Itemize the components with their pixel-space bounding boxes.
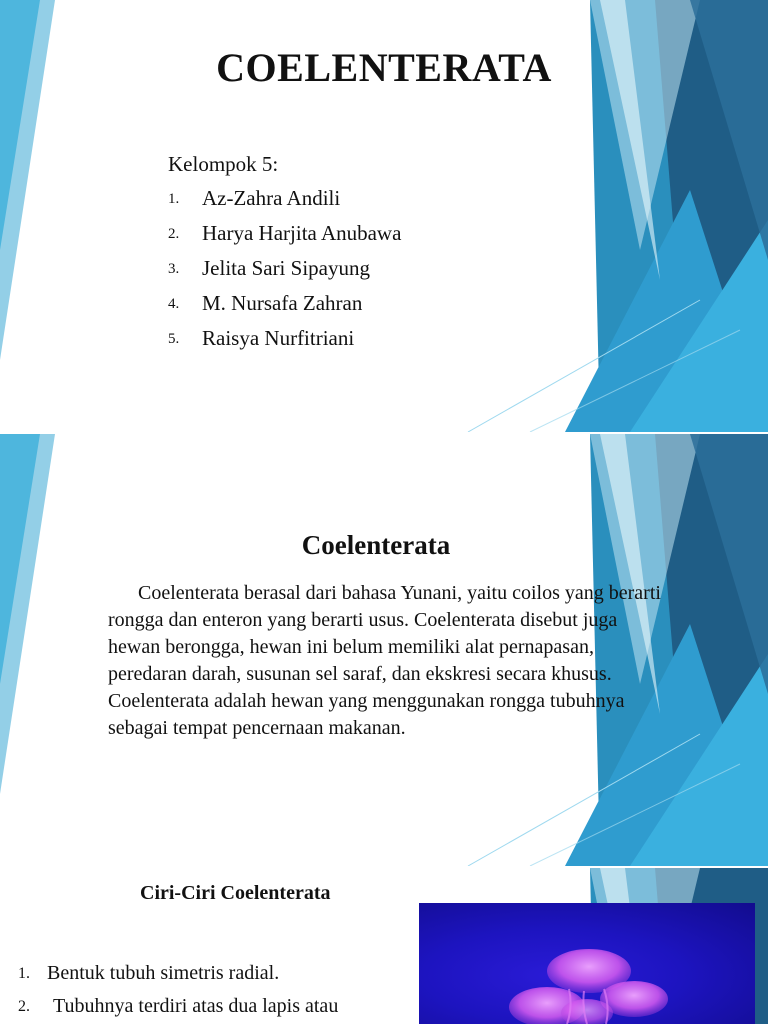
list-number: 1. [168,191,180,207]
list-number: 2. [18,998,30,1015]
list-number: 5. [168,331,180,347]
definition-paragraph: Coelenterata berasal dari bahasa Yunani, yaitu coilos yang berarti rongga dan enteron yang berarti usus. Coelenterata disebut juga hewan berongga, hewan ini belum memiliki alat pernapasan, peredaran darah, susunan sel saraf, dan ekskresi secara khusus. Coelenterata adalah hewan yang menggunakan rongga tubuhnya sebagai tempat pencernaan makanan. [108,582,661,739]
slide-definition [0,434,768,866]
member-name: Raisya Nurfitriani [202,326,355,350]
list-number: 4. [168,296,180,312]
slide-characteristics [0,868,768,1024]
group-label: Kelompok 5: [168,152,279,176]
list-number: 1. [18,965,30,982]
trait-text: Bentuk tubuh simetris radial. [47,962,280,984]
trait-text: Tubuhnya terdiri atas dua lapis atau [53,995,339,1017]
member-name: Jelita Sari Sipayung [202,256,370,280]
member-name: Az-Zahra Andili [202,186,341,210]
slide-title [0,0,768,432]
list-number: 2. [168,226,180,242]
jellyfish-photo [419,903,755,1024]
list-number: 3. [168,261,180,277]
jellyfish-icon [419,903,755,1024]
slide-title-heading: COELENTERATA [216,45,552,90]
member-name: M. Nursafa Zahran [202,291,363,315]
member-name: Harya Harjita Anubawa [202,221,402,245]
slide-heading: Coelenterata [301,530,451,560]
slide-heading: Ciri-Ciri Coelenterata [140,882,331,904]
